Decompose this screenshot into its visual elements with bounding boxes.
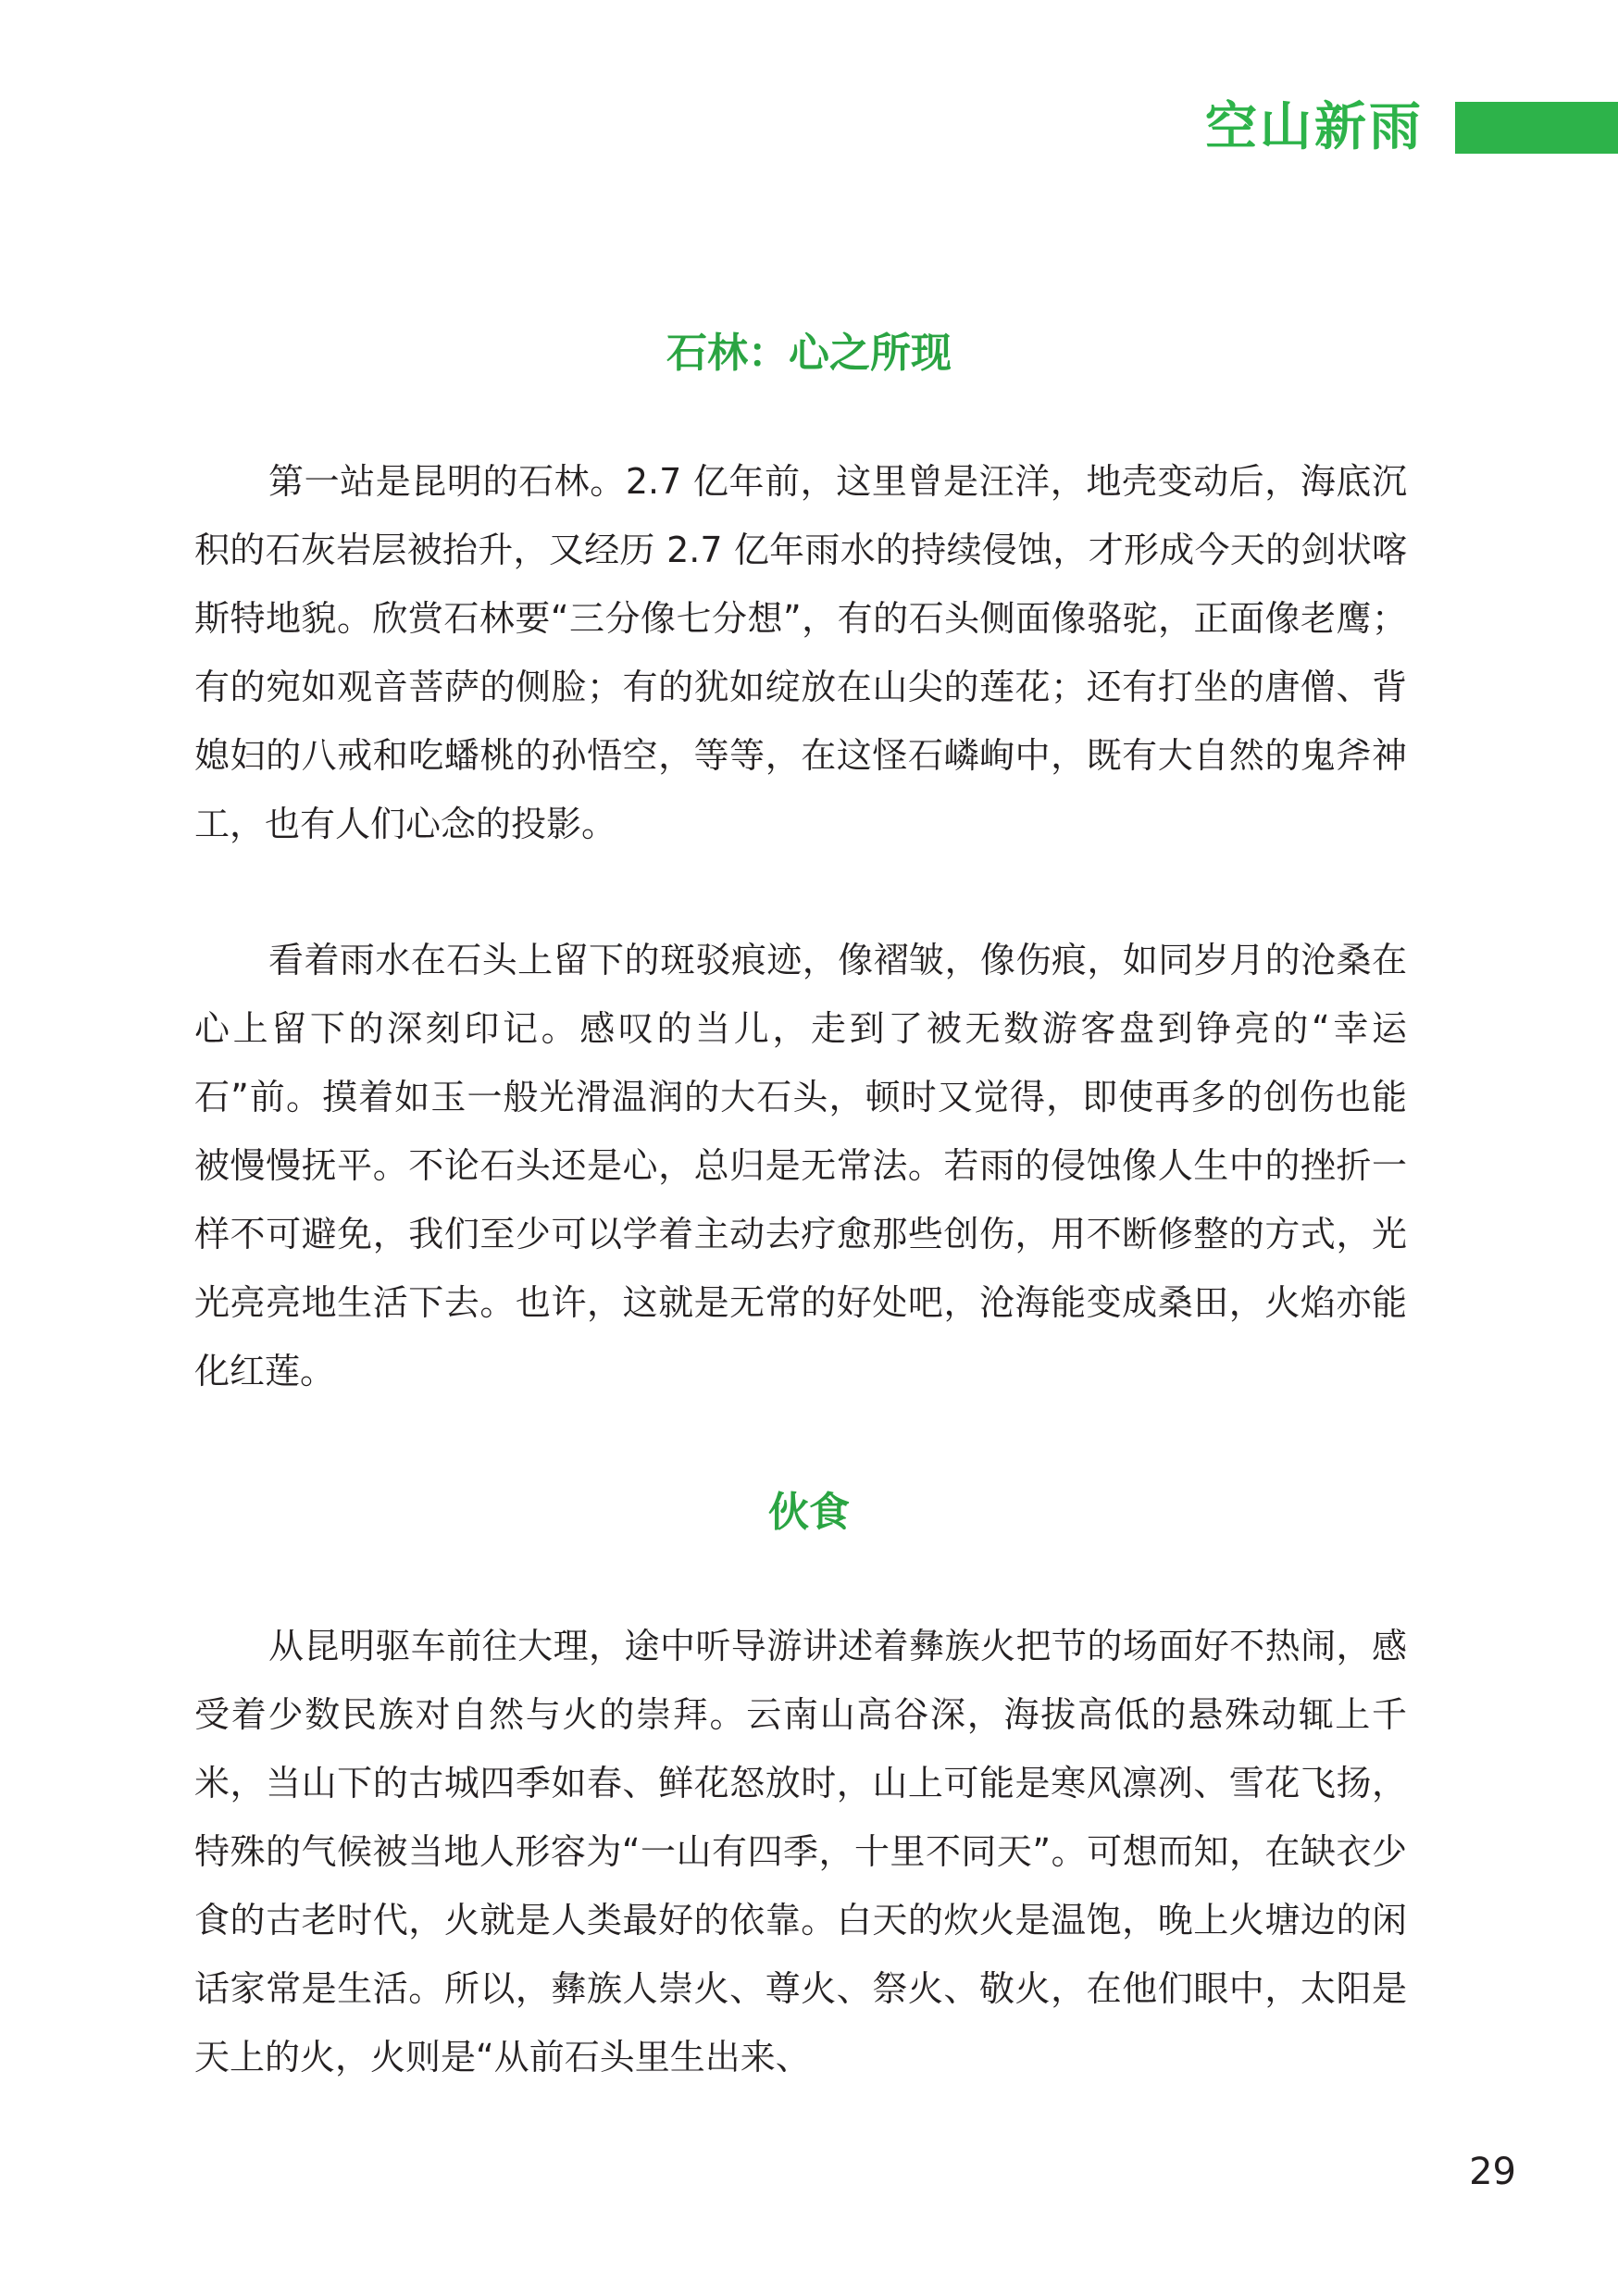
paragraph-stone-forest-1: 第一站是昆明的石林。2.7 亿年前，这里曾是汪洋，地壳变动后，海底沉积的石灰岩层被抬升，又经历 2.7 亿年雨水的持续侵蚀，才形成今天的剑状喀斯特地貌。欣赏石林要“三分像七分想”，有的石头侧面像骆驼，正面像老鹰；有的宛如观音菩萨的侧脸；有的犹如绽放在山尖的莲花；还有打坐的唐僧、背媳妇的八戒和吃蟠桃的孙悟空，等等，在这怪石嶙峋中，既有大自然的鬼斧神工，也有人们心念的投影。 — [194, 461, 1407, 844]
section-heading-food: 伙食 — [768, 1489, 850, 1536]
header-accent-bar — [1455, 102, 1618, 154]
page-number: 29 — [1469, 2151, 1516, 2193]
paragraph-food-1: 从昆明驱车前往大理，途中听导游讲述着彝族火把节的场面好不热闹，感受着少数民族对自然与火的崇拜。云南山高谷深，海拔高低的悬殊动辄上千米，当山下的古城四季如春、鲜花怒放时，山上可能是寒风凛冽、雪花飞扬，特殊的气候被当地人形容为“一山有四季，十里不同天”。可想而知，在缺衣少食的古老时代，火就是人类最好的依靠。白天的炊火是温饱，晚上火塘边的闲话家常是生活。所以，彝族人崇火、尊火、祭火、敬火，在他们眼中，太阳是天上的火，火则是“从前石头里生出来、 — [194, 1626, 1407, 2078]
paragraph-stone-forest-2: 看着雨水在石头上留下的斑驳痕迹，像褶皱，像伤痕，如同岁月的沧桑在心上留下的深刻印记。感叹的当儿，走到了被无数游客盘到铮亮的“幸运石”前。摸着如玉一般光滑温润的大石头，顿时又觉得，即使再多的创伤也能被慢慢抚平。不论石头还是心，总归是无常法。若雨的侵蚀像人生中的挫折一样不可避免，我们至少可以学着主动去疗愈那些创伤，用不断修整的方式，光光亮亮地生活下去。也许，这就是无常的好处吧，沧海能变成桑田，火焰亦能化红莲。 — [194, 940, 1407, 1391]
header-title: 空山新雨 — [1205, 97, 1424, 157]
section-heading-stone-forest: 石林：心之所现 — [666, 330, 952, 377]
